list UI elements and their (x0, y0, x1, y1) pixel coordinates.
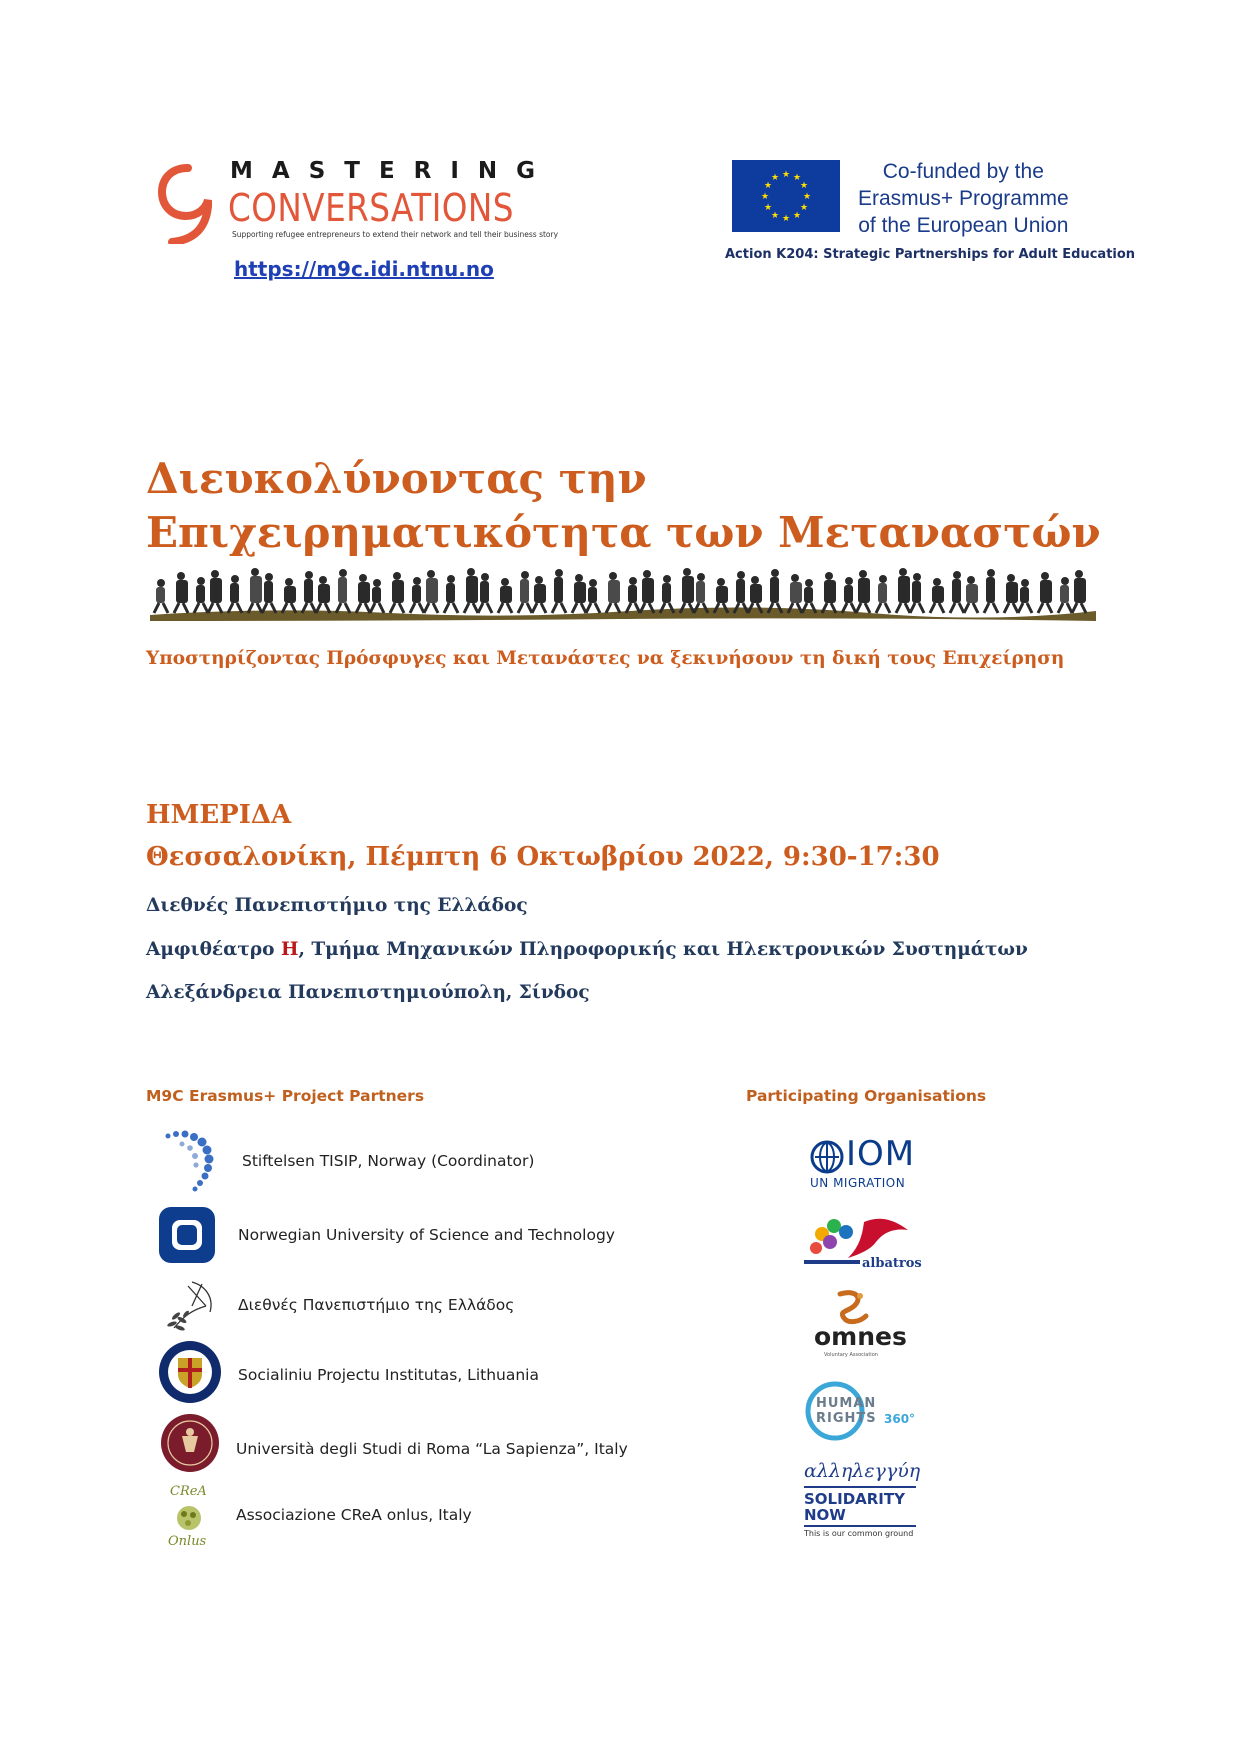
partner-ntnu: Norwegian University of Science and Technology (238, 1226, 615, 1244)
svg-text:★: ★ (763, 203, 773, 213)
hr-360: 360° (884, 1412, 916, 1426)
humanrights360-logo (804, 1380, 932, 1442)
m9c-mastering-text: MASTERING (230, 158, 555, 184)
iom-sub: UN MIGRATION (810, 1176, 906, 1190)
olive-wreath-icon (174, 1504, 204, 1532)
iom-logo (810, 1134, 930, 1190)
eu-line-3: of the European Union (858, 214, 1069, 237)
partner-spi: Socialiniu Projectu Institutas, Lithuania (238, 1366, 539, 1384)
migrants-silhouette-icon (150, 561, 1096, 623)
omnes-text: omnes (814, 1322, 907, 1351)
partners-heading: M9C Erasmus+ Project Partners (146, 1087, 425, 1105)
eu-line-2: Erasmus+ Programme (858, 187, 1069, 210)
project-website-link[interactable]: https://m9c.idi.ntnu.no (234, 257, 494, 281)
svg-text:★: ★ (781, 214, 791, 224)
venue-hall-prefix: Αμφιθέατρο (146, 939, 281, 960)
eu-flag-icon (732, 160, 840, 232)
svg-text:★: ★ (781, 170, 791, 180)
partner-tisip: Stiftelsen TISIP, Norway (Coordinator) (242, 1152, 535, 1170)
sn-solidarity: SOLIDARITY (804, 1490, 905, 1508)
svg-text:★: ★ (770, 211, 780, 221)
svg-text:★: ★ (799, 203, 809, 213)
svg-text:★: ★ (792, 173, 802, 183)
omnes-sub: Voluntary Association (824, 1352, 878, 1358)
svg-text:★: ★ (760, 192, 770, 202)
action-label: Action K204: Strategic Partnerships for Adult Education (725, 247, 1136, 262)
m9c-nine-icon (158, 162, 214, 244)
event-type: ΗΜΕΡΙΔΑ (146, 800, 292, 830)
spi-seal-icon (158, 1340, 222, 1404)
partner-sapienza: Università degli Studi di Roma “La Sapienza”, Italy (236, 1440, 628, 1458)
event-date: Θεσσαλονίκη, Πέμπτη 6 Οκτωβρίου 2022, 9:30-17:30 (146, 842, 940, 872)
venue-university: Διεθνές Πανεπιστήμιο της Ελλάδος (146, 895, 528, 916)
sn-now: NOW (804, 1506, 846, 1524)
hr-line2: RIGHTS (816, 1411, 877, 1426)
albatros-logo (804, 1208, 930, 1274)
venue-hall-letter: Η (280, 939, 299, 960)
m9c-tagline: Supporting refugee entrepreneurs to extend their network and tell their business story (232, 230, 559, 239)
orgs-heading: Participating Organisations (746, 1087, 987, 1105)
sapienza-seal-icon (160, 1412, 220, 1474)
albatros-text: albatros (862, 1256, 922, 1271)
omnes-logo (814, 1286, 914, 1356)
eu-cofunded-text (858, 158, 1069, 239)
eu-line-1: Co-funded by the (882, 160, 1044, 183)
svg-text:★: ★ (792, 211, 802, 221)
ntnu-logo-icon (158, 1206, 216, 1264)
subtitle: Υποστηρίζοντας Πρόσφυγες και Μετανάστες να ξεκινήσουν τη δική τους Επιχείρηση (146, 648, 1065, 669)
m9c-logo (158, 158, 558, 248)
hr-line1: HUMAN (816, 1396, 877, 1411)
sn-rule-bottom (804, 1525, 916, 1527)
sn-rule-top (804, 1486, 916, 1488)
svg-text:★: ★ (802, 192, 812, 202)
page-title-line-1: Διευκολύνοντας την (146, 454, 647, 503)
iom-text: IOM (846, 1134, 916, 1174)
ihu-logo-icon (162, 1276, 222, 1338)
venue-hall-suffix: , Τμήμα Μηχανικών Πληροφορικής και Ηλεκτρονικών Συστημάτων (298, 939, 1028, 960)
partner-crea: Associazione CReA onlus, Italy (236, 1506, 472, 1524)
tisip-logo-icon (160, 1128, 226, 1194)
page-title-line-2: Επιχειρηματικότητα των Μεταναστών (146, 508, 1101, 557)
venue-campus: Αλεξάνδρεια Πανεπιστημιούπολη, Σίνδος (146, 982, 590, 1003)
venue-hall (146, 939, 1028, 960)
solidarity-now-logo (804, 1460, 934, 1540)
crea-logo-bottom: Onlus (168, 1534, 207, 1549)
m9c-conversations-text: CONVERSATIONS (228, 186, 514, 230)
partner-ihu: Διεθνές Πανεπιστήμιο της Ελλάδος (238, 1296, 515, 1314)
svg-text:★: ★ (799, 181, 809, 191)
svg-text:★: ★ (770, 173, 780, 183)
sn-greek: αλληλεγγύη (804, 1460, 921, 1482)
crea-logo-top: CReA (170, 1484, 207, 1499)
svg-text:★: ★ (763, 181, 773, 191)
un-globe-icon (810, 1140, 844, 1174)
sn-tagline: This is our common ground (804, 1529, 914, 1538)
crea-logo (166, 1484, 216, 1554)
omnes-swirl-icon (832, 1286, 872, 1326)
